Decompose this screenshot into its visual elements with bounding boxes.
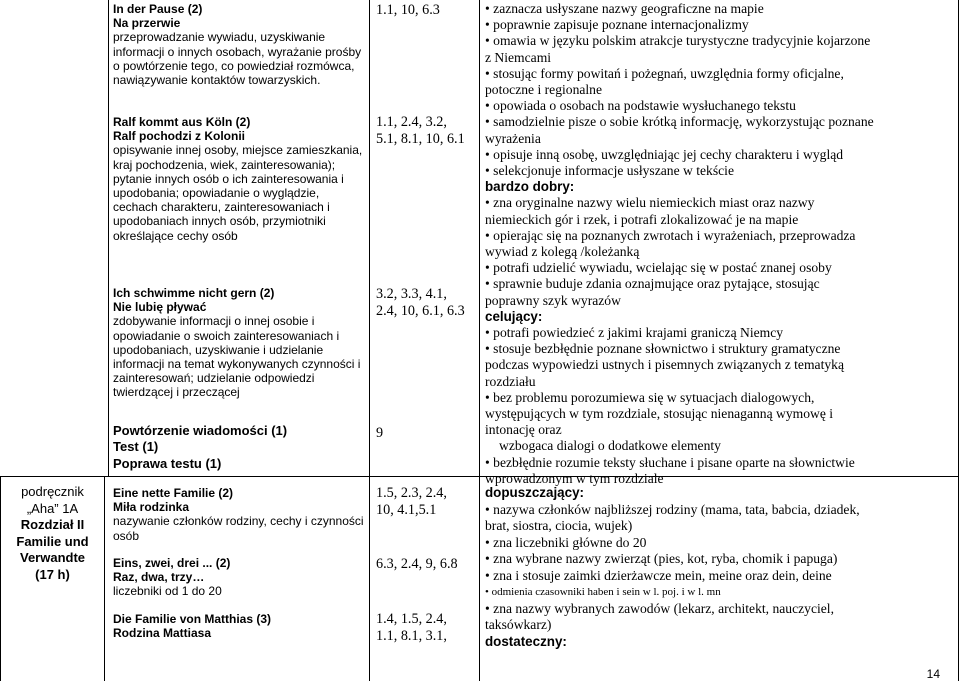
requirement-item: • opierając się na poznanych zwrotach i wyrażeniach, przeprowadza <box>485 227 856 243</box>
requirement-item: • zna oryginalne nazwy wielu niemieckich miast oraz nazwy <box>485 195 815 211</box>
lesson-subtitle: Nie lubię pływać <box>113 300 207 315</box>
lesson-description: opisywanie innej osoby, miejsce zamieszkania, kraj pochodzenia, wiek, zainteresowania); pytanie innych osób o ich zainteresowania i upodobania; opowiadanie o wyglądzie, cechach charakteru, zainteresowaniach i upodobaniach innych osób, przymiotniki określające cechy osób <box>113 143 363 243</box>
requirement-item-cont: wprowadzonym w tym rozdziale <box>485 470 664 486</box>
chapter-number: Rozdział II <box>20 517 85 532</box>
curriculum-ref: 1.1, 10, 6.3 <box>376 2 440 18</box>
lesson-subtitle: Na przerwie <box>113 16 181 31</box>
requirement-item-cont: podczas wypowiedzi ustnych i pisemnych związanych z tematyką <box>485 357 844 373</box>
lesson-die-familie-von-matthias <box>113 612 367 640</box>
curriculum-ref: 1.1, 2.4, 3.2, 5.1, 8.1, 10, 6.1 <box>376 114 465 147</box>
requirement-item: • odmienia czasowniki haben i sein w l. poj. i w l. mn <box>485 586 721 598</box>
lesson-eins-zwei-drei <box>113 556 367 599</box>
lesson-review-test <box>113 423 367 472</box>
curriculum-ref: 9 <box>376 425 384 441</box>
grade-heading-celujacy: celujący: <box>485 308 543 324</box>
lesson-ralf-kommt-aus-koeln <box>113 115 367 243</box>
requirement-item-cont: intonację oraz <box>485 422 562 438</box>
requirement-item-cont: z Niemcami <box>485 49 552 65</box>
textbook-chapter-info <box>2 484 103 583</box>
grading-requirements-upper <box>485 1 957 487</box>
test-correction-line: Poprawa testu (1) <box>113 455 222 471</box>
textbook-name: „Aha” 1A <box>26 500 79 516</box>
requirement-item: • zna i stosuje zaimki dzierżawcze mein, meine oraz dein, deine <box>485 567 832 583</box>
requirement-item-cont: potoczne i regionalne <box>485 82 603 98</box>
requirement-item: • bez problemu porozumiewa się w sytuacjach dialogowych, <box>485 389 815 405</box>
grade-heading-bardzo-dobry: bardzo dobry: <box>485 179 575 195</box>
requirement-item-cont: wywiad z kolegą /koleżanką <box>485 244 640 260</box>
curriculum-ref: 1.5, 2.3, 2.4, 10, 4.1,5.1 <box>376 485 447 518</box>
lesson-subtitle: Rodzina Mattiasa <box>113 626 212 641</box>
requirement-item-cont: wzbogaca dialogi o dodatkowe elementy <box>499 438 721 454</box>
requirement-item-cont: wyrażenia <box>485 130 541 146</box>
requirement-item: • zna liczebniki główne do 20 <box>485 534 647 550</box>
requirement-item: • zaznacza usłyszane nazwy geograficzne na mapie <box>485 1 764 16</box>
requirement-item-cont: niemieckich gór i rzek, i potrafi zlokalizować je na mapie <box>485 211 799 227</box>
requirement-item: • samodzielnie pisze o sobie krótką informację, wykorzystując poznane <box>485 114 874 130</box>
curriculum-ref: 3.2, 3.3, 4.1, 2.4, 10, 6.1, 6.3 <box>376 286 465 319</box>
lesson-subtitle: Raz, dwa, trzy… <box>113 570 205 585</box>
lesson-title: Eine nette Familie (2) <box>113 486 234 500</box>
test-line: Test (1) <box>113 439 159 455</box>
requirement-item: • stosuje bezbłędnie poznane słownictwo i struktury gramatyczne <box>485 341 841 357</box>
requirement-item: • opisuje inną osobę, uwzględniając jej cechy charakteru i wygląd <box>485 146 844 162</box>
page-number: 14 <box>926 667 940 681</box>
requirement-item: • sprawnie buduje zdania oznajmujące oraz pytające, stosując <box>485 276 820 292</box>
lesson-title: Eins, zwei, drei ... (2) <box>113 556 231 570</box>
chapter-title-line2: Verwandte <box>19 550 86 565</box>
lesson-in-der-pause <box>113 2 365 87</box>
requirement-item: • potrafi udzielić wywiadu, wcielając się w postać znanej osoby <box>485 260 832 276</box>
lesson-title: Ich schwimme nicht gern (2) <box>113 286 275 300</box>
requirement-item: • selekcjonuje informacje usłyszane w tekście <box>485 163 734 179</box>
requirement-item: • poprawnie zapisuje poznane internacjonalizmy <box>485 17 749 33</box>
grade-heading-dostateczny: dostateczny: <box>485 633 567 649</box>
requirement-item: • zna nazwy wybranych zawodów (lekarz, architekt, nauczyciel, <box>485 600 834 616</box>
lesson-ich-schwimme-nicht-gern <box>113 286 367 400</box>
lesson-description: nazywanie członków rodziny, cechy i czynności osób <box>113 514 364 543</box>
requirement-item: • stosując formy powitań i pożegnań, uwzględnia formy oficjalne, <box>485 65 844 81</box>
lesson-subtitle: Miła rodzinka <box>113 500 190 515</box>
requirement-item-cont: brat, siostra, ciocia, wujek) <box>485 518 633 533</box>
lesson-subtitle: Ralf pochodzi z Kolonii <box>113 129 245 144</box>
lesson-description: zdobywanie informacji o innej osobie i opowiadanie o swoich zainteresowaniach i upodobaniach, uzyskiwanie i udzielanie informacji na temat wykonywanych czynności i zainteresowań; udzielanie odpowiedzi twierdzącej i przeczącej <box>113 314 361 400</box>
lesson-description: liczebniki od 1 do 20 <box>113 584 222 599</box>
curriculum-ref: 1.4, 1.5, 2.4, 1.1, 8.1, 3.1, <box>376 611 447 644</box>
curriculum-ref: 6.3, 2.4, 9, 6.8 <box>376 556 458 572</box>
requirement-item: • potrafi powiedzieć z jakimi krajami graniczą Niemcy <box>485 325 784 341</box>
requirement-item: • nazywa członków najbliższej rodziny (mama, tata, babcia, dziadek, <box>485 501 860 517</box>
requirement-item-cont: taksówkarz) <box>485 617 552 632</box>
requirement-item-cont: poprawny szyk wyrazów <box>485 292 621 308</box>
requirement-item-cont: rozdziału <box>485 373 536 389</box>
chapter-hours: (17 h) <box>35 566 70 582</box>
review-line: Powtórzenie wiadomości (1) <box>113 423 288 438</box>
lesson-eine-nette-familie <box>113 486 367 543</box>
requirement-item-cont: występujących w tym rozdziale, stosując nienaganną wymowę i <box>485 406 834 422</box>
lesson-title: In der Pause (2) <box>113 2 203 16</box>
requirement-item: • zna wybrane nazwy zwierząt (pies, kot, ryba, chomik i papuga) <box>485 551 838 566</box>
requirement-item: • omawia w języku polskim atrakcje turystyczne tradycyjnie kojarzone <box>485 33 871 49</box>
lesson-description: przeprowadzanie wywiadu, uzyskiwanie informacji o innych osobach, wyrażanie prośby o powtórzenie tego, co powiedział rozmówca, nawiązywanie kontaktów towarzyskich. <box>113 30 362 88</box>
lesson-title: Ralf kommt aus Köln (2) <box>113 115 251 129</box>
grade-heading-dopuszczajacy: dopuszczający: <box>485 485 584 500</box>
grading-requirements-lower <box>485 485 957 650</box>
requirement-item: • opowiada o osobach na podstawie wysłuchanego tekstu <box>485 98 796 114</box>
textbook-label: podręcznik <box>21 484 84 499</box>
requirement-item: • bezbłędnie rozumie teksty słuchane i pisane oparte na słownictwie <box>485 454 855 470</box>
chapter-title-line1: Familie und <box>16 533 89 549</box>
lesson-title: Die Familie von Matthias (3) <box>113 612 272 626</box>
